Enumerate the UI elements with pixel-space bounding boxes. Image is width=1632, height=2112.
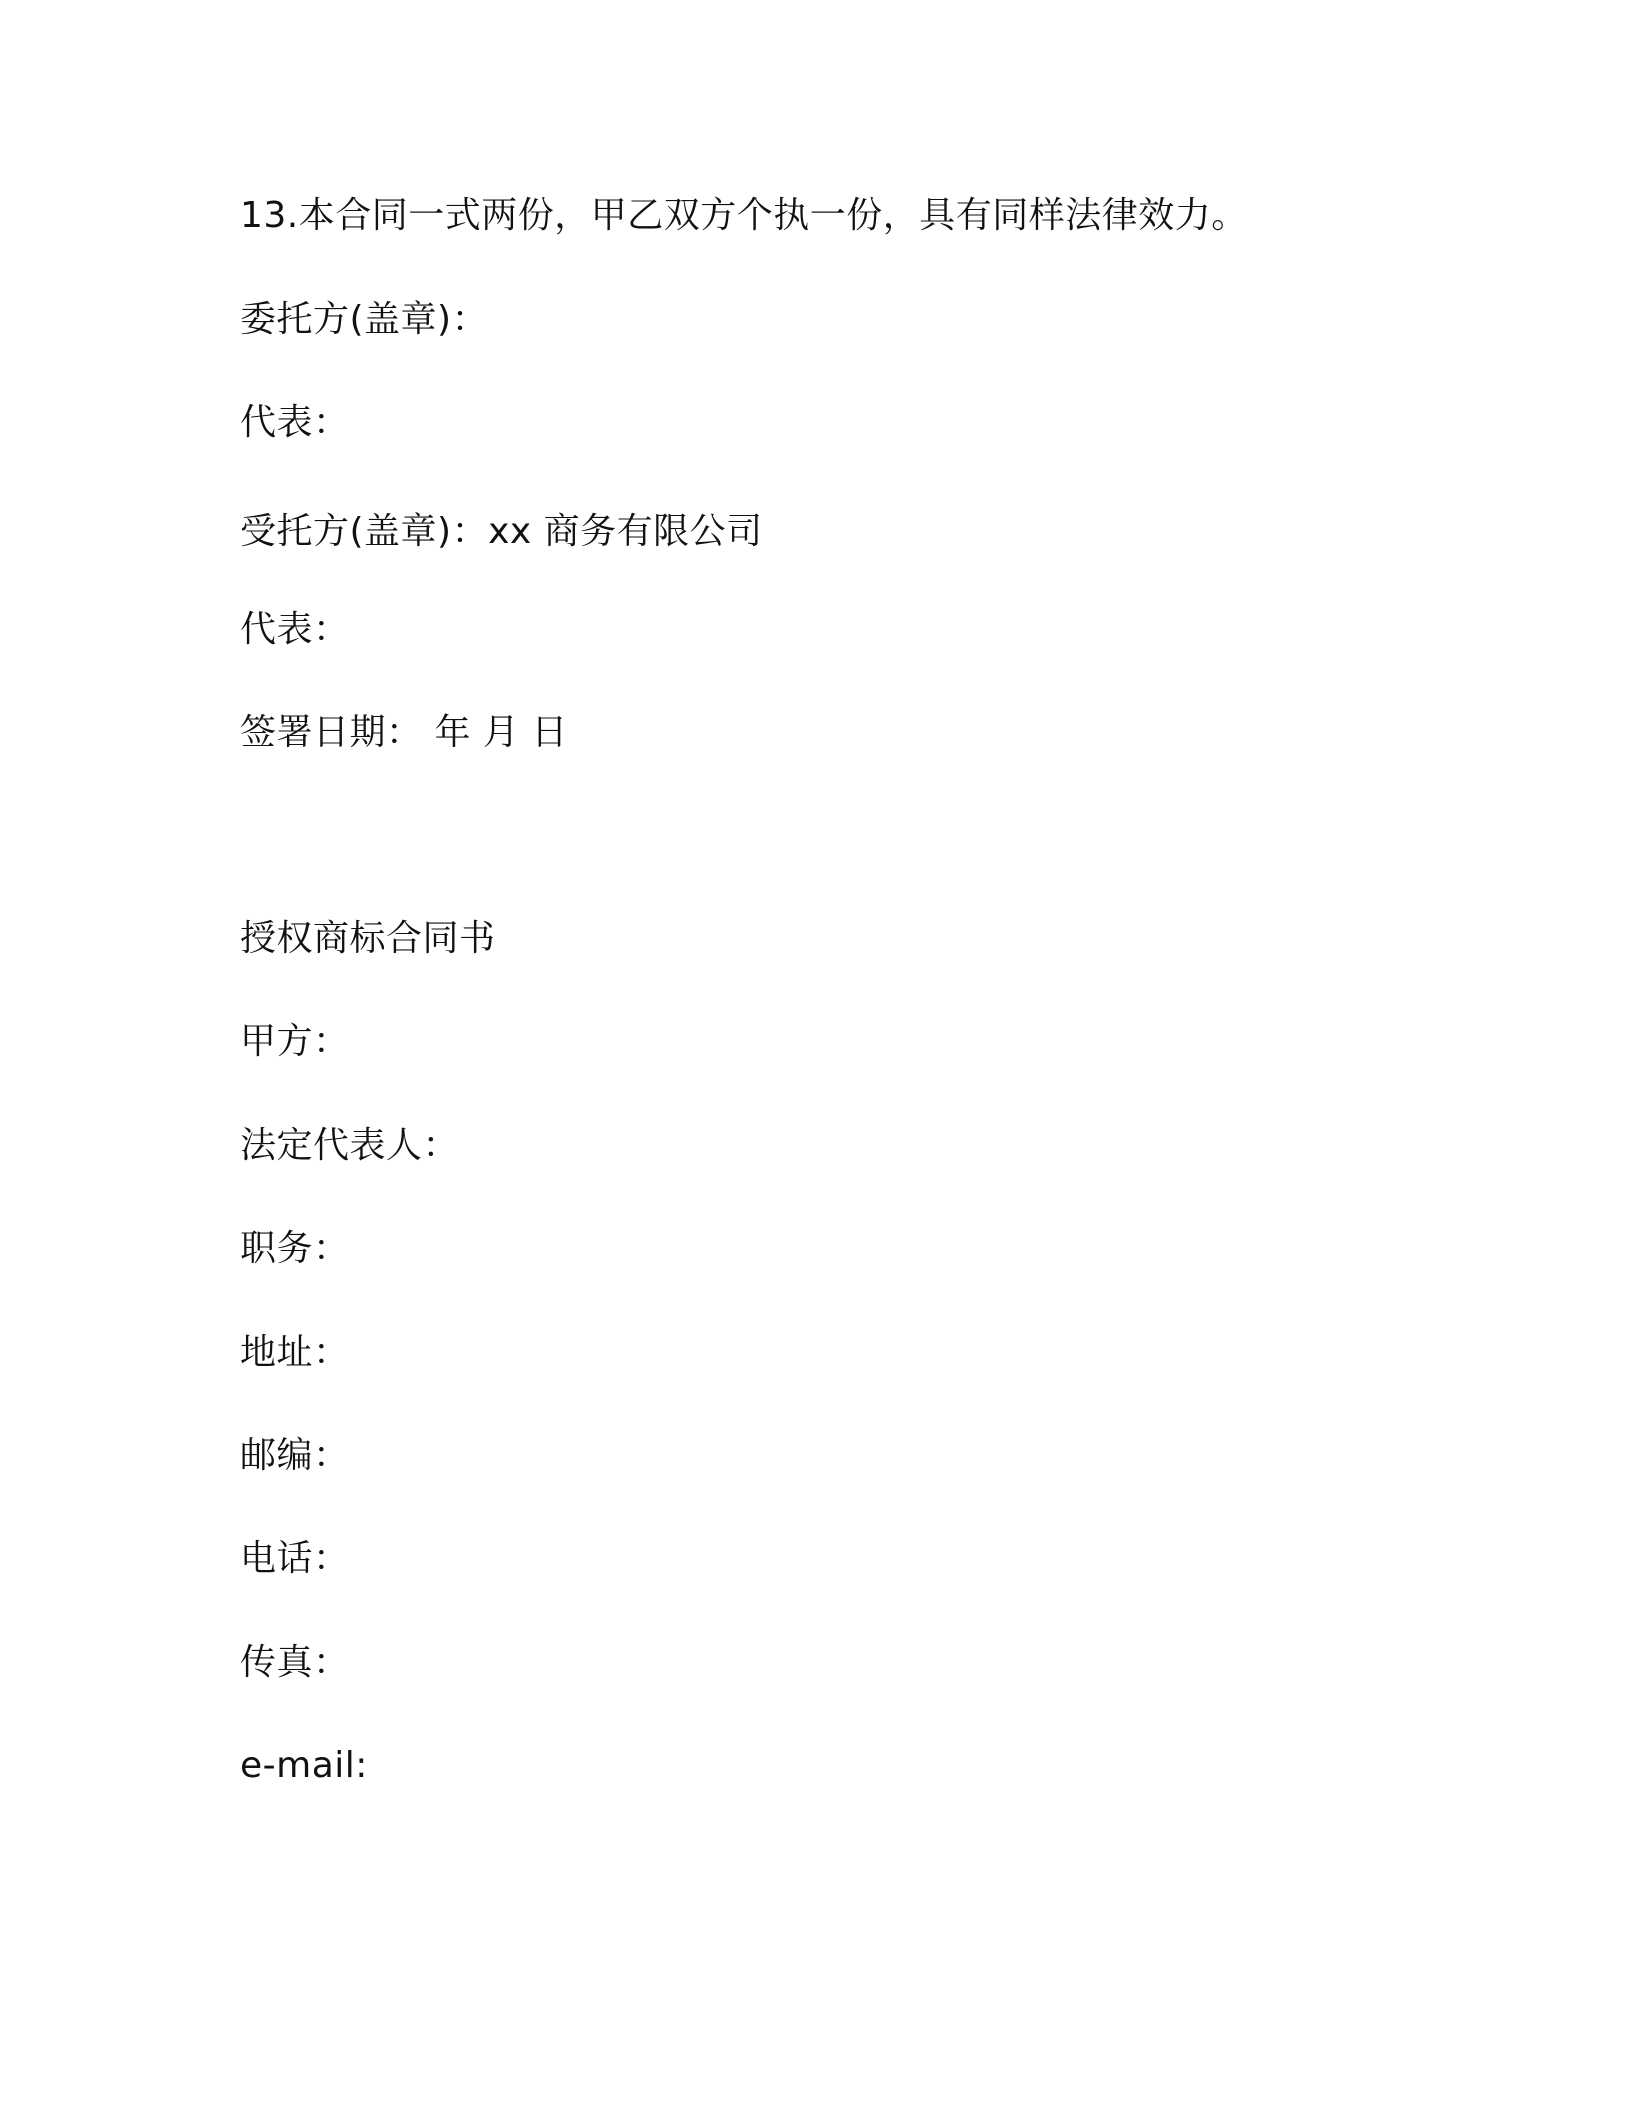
agent-representative-label: 代表： bbox=[240, 609, 350, 650]
address-label: 地址： bbox=[240, 1332, 350, 1373]
position-label: 职务： bbox=[240, 1228, 350, 1269]
legal-representative-label: 法定代表人： bbox=[240, 1125, 460, 1166]
section-title: 授权商标合同书 bbox=[240, 918, 496, 959]
principal-representative-label: 代表： bbox=[240, 402, 350, 443]
email-label: e-mail: bbox=[240, 1745, 368, 1786]
signing-date-label: 签署日期： 年 月 日 bbox=[240, 712, 568, 753]
fax-label: 传真： bbox=[240, 1642, 350, 1683]
postcode-label: 邮编： bbox=[240, 1435, 350, 1476]
agent-seal-label: 受托方(盖章)：xx 商务有限公司 bbox=[240, 511, 763, 552]
contract-copies-clause: 13.本合同一式两份，甲乙双方个执一份，具有同样法律效力。 bbox=[240, 195, 1248, 236]
phone-label: 电话： bbox=[240, 1538, 350, 1579]
principal-seal-label: 委托方(盖章)： bbox=[240, 299, 489, 340]
party-a-label: 甲方： bbox=[240, 1021, 350, 1062]
